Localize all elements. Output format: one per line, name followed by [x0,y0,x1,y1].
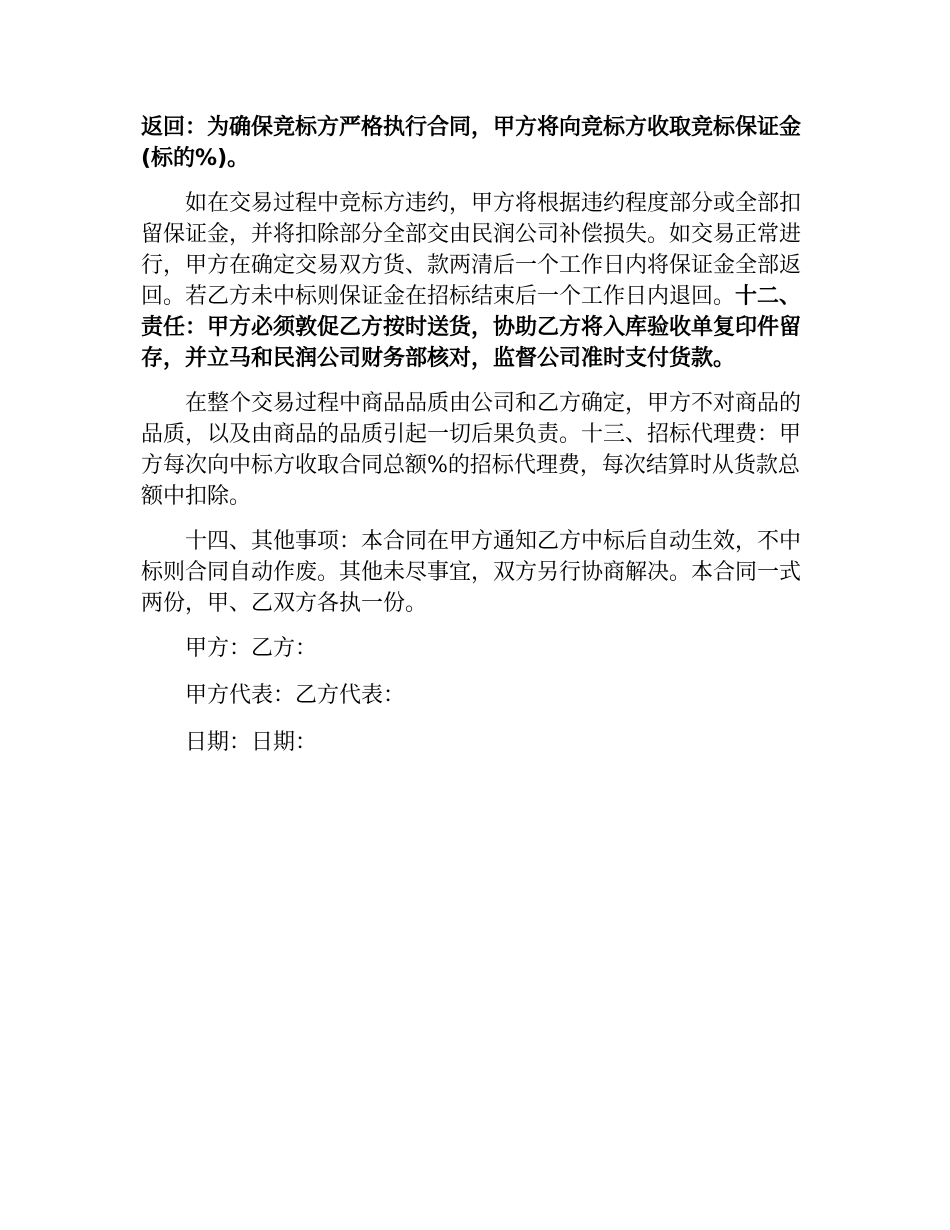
paragraph-deposit-return [141,112,813,174]
signature-dates: 日期：日期： [185,730,318,755]
paragraph-quality-agency-fee [141,388,813,512]
paragraph-breach [141,188,813,374]
other-matters-text: 十四、其他事项：本合同在甲方通知乙方中标后自动生效，不中标则合同自动作废。其他未尽事宜，双方另行协商解决。本合同一式两份，甲、乙双方各执一份。 [141,529,802,616]
responsibility-clause-bold: 十二、责任：甲方必须敦促乙方按时送货，协助乙方将入库验收单复印件留存，并立马和民润公司财务部核对，监督公司准时支付货款。 [141,284,802,371]
paragraph-other-matters [141,526,813,619]
quality-fee-text: 在整个交易过程中商品品质由公司和乙方确定，甲方不对商品的品质，以及由商品的品质引起一切后果负责。十三、招标代理费：甲方每次向中标方收取合同总额%的招标代理费，每次结算时从货款总额中扣除。 [141,391,802,509]
signature-parties: 甲方：乙方： [185,636,318,661]
signature-representatives: 甲方代表：乙方代表： [185,683,406,708]
deposit-clause-bold: 返回：为确保竞标方严格执行合同，甲方将向竞标方收取竞标保证金(标的%)。 [141,115,802,171]
document-page [141,112,813,774]
breach-clause-text: 如在交易过程中竞标方违约，甲方将根据违约程度部分或全部扣留保证金，并将扣除部分全部交由民润公司补偿损失。如交易正常进行，甲方在确定交易双方货、款两清后一个工作日内将保证金全部返回。若乙方未中标则保证金在招标结束后一个工作日内退回。 [141,191,802,309]
